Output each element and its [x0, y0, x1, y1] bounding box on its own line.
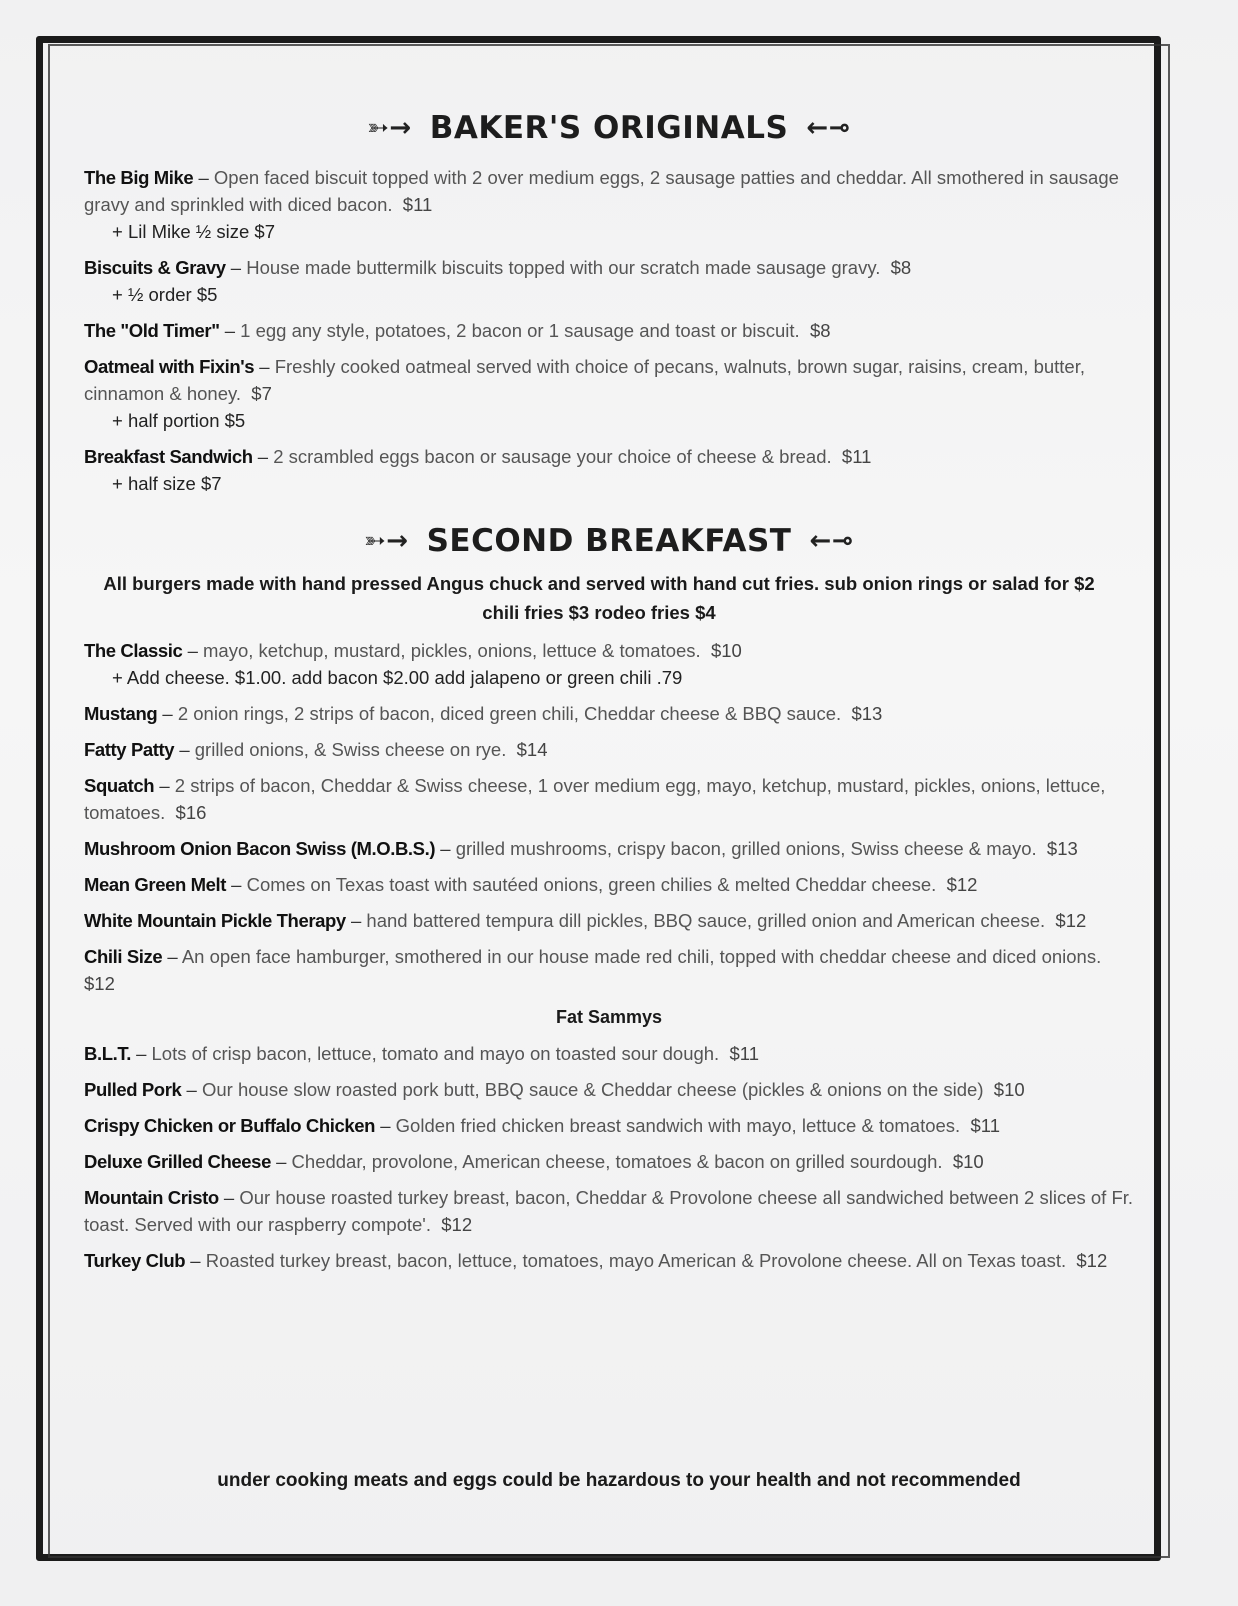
menu-item-price: $11 — [402, 194, 433, 215]
menu-item — [84, 1040, 1134, 1067]
menu-item-price: $8 — [809, 320, 831, 341]
menu-item-addon: + Add cheese. $1.00. add bacon $2.00 add jalapeno or green chili .79 — [112, 667, 683, 688]
separator-dash: – — [226, 874, 247, 895]
menu-item-description: Comes on Texas toast with sautéed onions, green chilies & melted Cheddar cheese. — [246, 874, 937, 895]
arrow-left-icon: ←⊸ — [806, 113, 851, 143]
menu-item-description: grilled onions, & Swiss cheese on rye. — [194, 739, 507, 760]
separator-dash: – — [225, 257, 247, 278]
separator-dash: – — [270, 1151, 292, 1172]
menu-item — [84, 164, 1134, 245]
menu-item-description: Golden fried chicken breast sandwich with mayo, lettuce & tomatoes. — [395, 1115, 961, 1136]
separator-dash: – — [162, 946, 182, 967]
menu-item-name: Turkey Club — [84, 1250, 186, 1271]
menu-item — [84, 700, 1134, 727]
menu-item-price: $11 — [729, 1043, 759, 1064]
menu-item-description: An open face hamburger, smothered in our house made red chili, topped with cheddar cheese and diced onions. — [181, 946, 1102, 967]
burger-note: All burgers made with hand pressed Angus chuck and served with hand cut fries. sub onion rings or salad for $2 chili fries $3 rodeo fries $4 — [103, 573, 1095, 623]
separator-dash: – — [375, 1115, 396, 1136]
menu-item — [84, 772, 1134, 826]
menu-item-name: Fatty Patty — [84, 739, 175, 760]
menu-item-name: Mountain Cristo — [84, 1187, 219, 1208]
menu-item — [84, 1247, 1134, 1274]
menu-item-name: Chili Size — [84, 946, 163, 967]
menu-item-name: Pulled Pork — [84, 1079, 182, 1100]
separator-dash: – — [185, 1250, 206, 1271]
menu-item — [84, 254, 1134, 308]
separator-dash: – — [254, 356, 275, 377]
separator-dash: – — [181, 1079, 202, 1100]
menu-item-name: B.L.T. — [84, 1043, 131, 1064]
section-title-second-breakfast: ➳→ SECOND BREAKFAST ←⊸ — [363, 523, 854, 559]
menu-item-description: Freshly cooked oatmeal served with choice of pecans, walnuts, brown sugar, raisins, cream, butter, cinnamon & honey. — [84, 356, 1085, 404]
menu-item — [84, 1076, 1134, 1103]
arrow-right-icon: ➳→ — [367, 113, 412, 143]
menu-item-price: $11 — [841, 446, 872, 467]
menu-item-price: $8 — [890, 257, 912, 278]
separator-dash: – — [252, 446, 274, 467]
menu-item-name: The Classic — [84, 640, 183, 661]
menu-item — [84, 1148, 1134, 1175]
menu-item-description: Open faced biscuit topped with 2 over medium eggs, 2 sausage patties and cheddar. All smothered in sausage gravy and sprinkled with diced bacon. — [84, 167, 1119, 215]
menu-item — [84, 835, 1134, 862]
health-warning: under cooking meats and eggs could be hazardous to your health and not recommended — [217, 1470, 1021, 1491]
menu-item-price: $12 — [84, 973, 115, 994]
menu-item-description: Our house slow roasted pork butt, BBQ sauce & Cheddar cheese (pickles & onions on the side) — [201, 1079, 984, 1100]
separator-dash: – — [157, 703, 178, 724]
separator-dash: – — [345, 910, 367, 931]
menu-item-name: Squatch — [84, 775, 155, 796]
menu-item-name: The Big Mike — [84, 167, 194, 188]
separator-dash: – — [218, 1187, 240, 1208]
menu-item-price: $12 — [441, 1214, 473, 1235]
menu-item-name: Deluxe Grilled Cheese — [84, 1151, 271, 1172]
menu-item-addon: + ½ order $5 — [112, 284, 218, 305]
menu-item-price: $7 — [251, 383, 272, 404]
menu-item — [84, 907, 1134, 934]
menu-item-addon: + Lil Mike ½ size $7 — [112, 221, 275, 242]
menu-item-price: $12 — [1076, 1250, 1108, 1271]
menu-item-name: Mushroom Onion Bacon Swiss (M.O.B.S.) — [84, 838, 436, 859]
menu-item — [84, 871, 1134, 898]
subheading-fat-sammys: Fat Sammys — [555, 1007, 663, 1027]
menu-item-description: 2 strips of bacon, Cheddar & Swiss cheese, 1 over medium egg, mayo, ketchup, mustard, pickles, onions, lettuce, tomatoes. — [84, 775, 1106, 823]
menu-item-price: $12 — [946, 874, 978, 895]
menu-item — [84, 353, 1134, 434]
menu-item-price: $12 — [1055, 910, 1087, 931]
menu-item-description: Our house roasted turkey breast, bacon, Cheddar & Provolone cheese all sandwiched between 2 slices of Fr. toast. Served with our raspberry compote'. — [84, 1187, 1134, 1235]
menu-item-description: mayo, ketchup, mustard, pickles, onions, lettuce & tomatoes. — [203, 640, 701, 661]
menu-item — [84, 1112, 1134, 1139]
menu-item — [84, 736, 1134, 763]
menu-item-name: Mustang — [84, 703, 158, 724]
menu-item-price: $13 — [1046, 838, 1078, 859]
menu-item-description: 2 scrambled eggs bacon or sausage your choice of cheese & bread. — [273, 446, 832, 467]
menu-item — [84, 443, 1134, 497]
burgers-list — [84, 637, 1134, 997]
menu-item-description: grilled mushrooms, crispy bacon, grilled onions, Swiss cheese & mayo. — [455, 838, 1037, 859]
menu-item-name: Biscuits & Gravy — [84, 257, 226, 278]
menu-item-price: $11 — [970, 1115, 1000, 1136]
menu-item-name: The "Old Timer" — [84, 320, 220, 341]
menu-item-price: $10 — [710, 640, 742, 661]
menu-item-price: $14 — [516, 739, 548, 760]
menu-item-description: Lots of crisp bacon, lettuce, tomato and mayo on toasted sour dough. — [151, 1043, 720, 1064]
menu-content — [84, 110, 1134, 1283]
arrow-left-icon: ←⊸ — [809, 526, 854, 556]
menu-item-price: $10 — [952, 1151, 984, 1172]
menu-item-addon: + half portion $5 — [112, 410, 246, 431]
separator-dash: – — [193, 167, 214, 188]
menu-item-name: Crispy Chicken or Buffalo Chicken — [84, 1115, 376, 1136]
menu-item-description: hand battered tempura dill pickles, BBQ sauce, grilled onion and American cheese. — [366, 910, 1046, 931]
menu-item-name: Oatmeal with Fixin's — [84, 356, 255, 377]
menu-item — [84, 1184, 1134, 1238]
separator-dash: – — [154, 775, 175, 796]
fat-sammys-list — [84, 1040, 1134, 1274]
menu-item-price: $16 — [175, 802, 207, 823]
menu-item — [84, 317, 1134, 344]
separator-dash: – — [174, 739, 195, 760]
menu-item-description: 2 onion rings, 2 strips of bacon, diced green chili, Cheddar cheese & BBQ sauce. — [177, 703, 842, 724]
arrow-right-icon: ➳→ — [363, 526, 409, 556]
separator-dash: – — [182, 640, 204, 661]
menu-item-price: $10 — [993, 1079, 1025, 1100]
separator-dash: – — [130, 1043, 152, 1064]
menu-item-description: Cheddar, provolone, American cheese, tomatoes & bacon on grilled sourdough. — [291, 1151, 943, 1172]
menu-item-name: White Mountain Pickle Therapy — [84, 910, 346, 931]
menu-item-price: $13 — [851, 703, 883, 724]
menu-item-name: Mean Green Melt — [84, 874, 227, 895]
separator-dash: – — [219, 320, 241, 341]
separator-dash: – — [435, 838, 456, 859]
bakers-originals-list — [84, 164, 1134, 497]
menu-item-addon: + half size $7 — [112, 473, 222, 494]
menu-item — [84, 943, 1134, 997]
menu-item-description: Roasted turkey breast, bacon, lettuce, tomatoes, mayo American & Provolone cheese. All on Texas toast. — [205, 1250, 1067, 1271]
section-title-bakers-originals: ➳→ BAKER'S ORIGINALS ←⊸ — [367, 110, 851, 146]
menu-item — [84, 637, 1134, 691]
menu-item-name: Breakfast Sandwich — [84, 446, 253, 467]
menu-item-description: House made buttermilk biscuits topped with our scratch made sausage gravy. — [246, 257, 881, 278]
menu-item-description: 1 egg any style, potatoes, 2 bacon or 1 sausage and toast or biscuit. — [240, 320, 800, 341]
